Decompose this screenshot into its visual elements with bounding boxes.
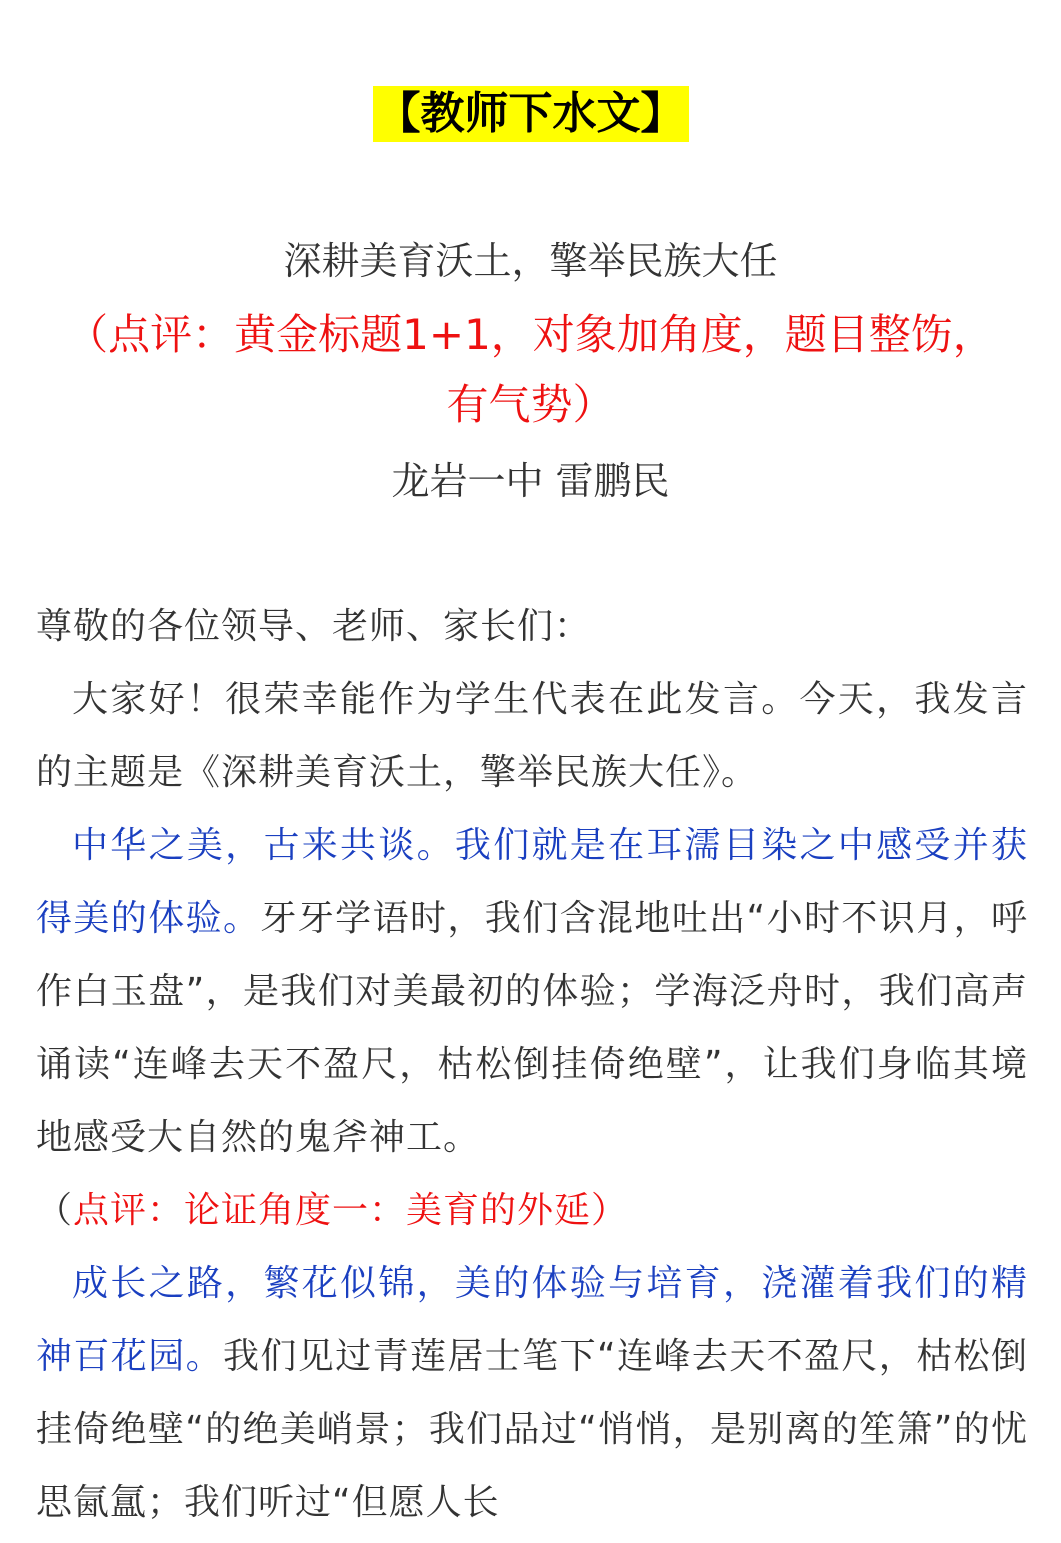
comment-line [36, 1174, 1028, 1247]
comment-close-paren: ） [591, 1190, 629, 1231]
comment-text: 点评：论证角度一：美育的外延 [73, 1190, 592, 1231]
salutation: 尊敬的各位领导、老师、家长们： [36, 606, 592, 647]
essay-body [36, 590, 1028, 1539]
topic-sentence: 中华之美，古来共谈。我们就是在耳濡目染之中感受并获得美的体验。 [36, 825, 1028, 939]
paragraph-beauty [36, 809, 1028, 1174]
highlighted-heading: 【教师下水文】 [373, 86, 689, 142]
paragraph-text: 我们见过青莲居士笔下“连峰去天不盈尺，枯松倒挂倚绝壁“的绝美峭景；我们品过“悄悄，是别离的笙箫”的忧思氤氲；我们听过“但愿人长 [36, 1336, 1028, 1523]
paragraph-text: 牙牙学语时，我们含混地吐出“小时不识月，呼作白玉盘”，是我们对美最初的体验；学海泛舟时，我们高声诵读“连峰去天不盈尺，枯松倒挂倚绝壁”，让我们身临其境地感受大自然的鬼斧神工。 [36, 898, 1028, 1158]
paragraph-growth [36, 1247, 1028, 1539]
author-line: 龙岩一中 雷鹏民 [391, 459, 670, 503]
paragraph-intro: 大家好！很荣幸能作为学生代表在此发言。今天，我发言的主题是《深耕美育沃土，擎举民族大任》。 [36, 679, 1028, 793]
heading-block [0, 86, 1061, 142]
essay-title: 深耕美育沃土，擎举民族大任 [283, 239, 778, 283]
topic-sentence: 成长之路，繁花似锦，美的体验与培育，浇灌着我们的精神百花园。 [36, 1263, 1028, 1377]
comment-open-paren: （ [36, 1190, 74, 1231]
title-comment: （点评：黄金标题1+1，对象加角度，题目整饬，有气势） [66, 310, 995, 429]
